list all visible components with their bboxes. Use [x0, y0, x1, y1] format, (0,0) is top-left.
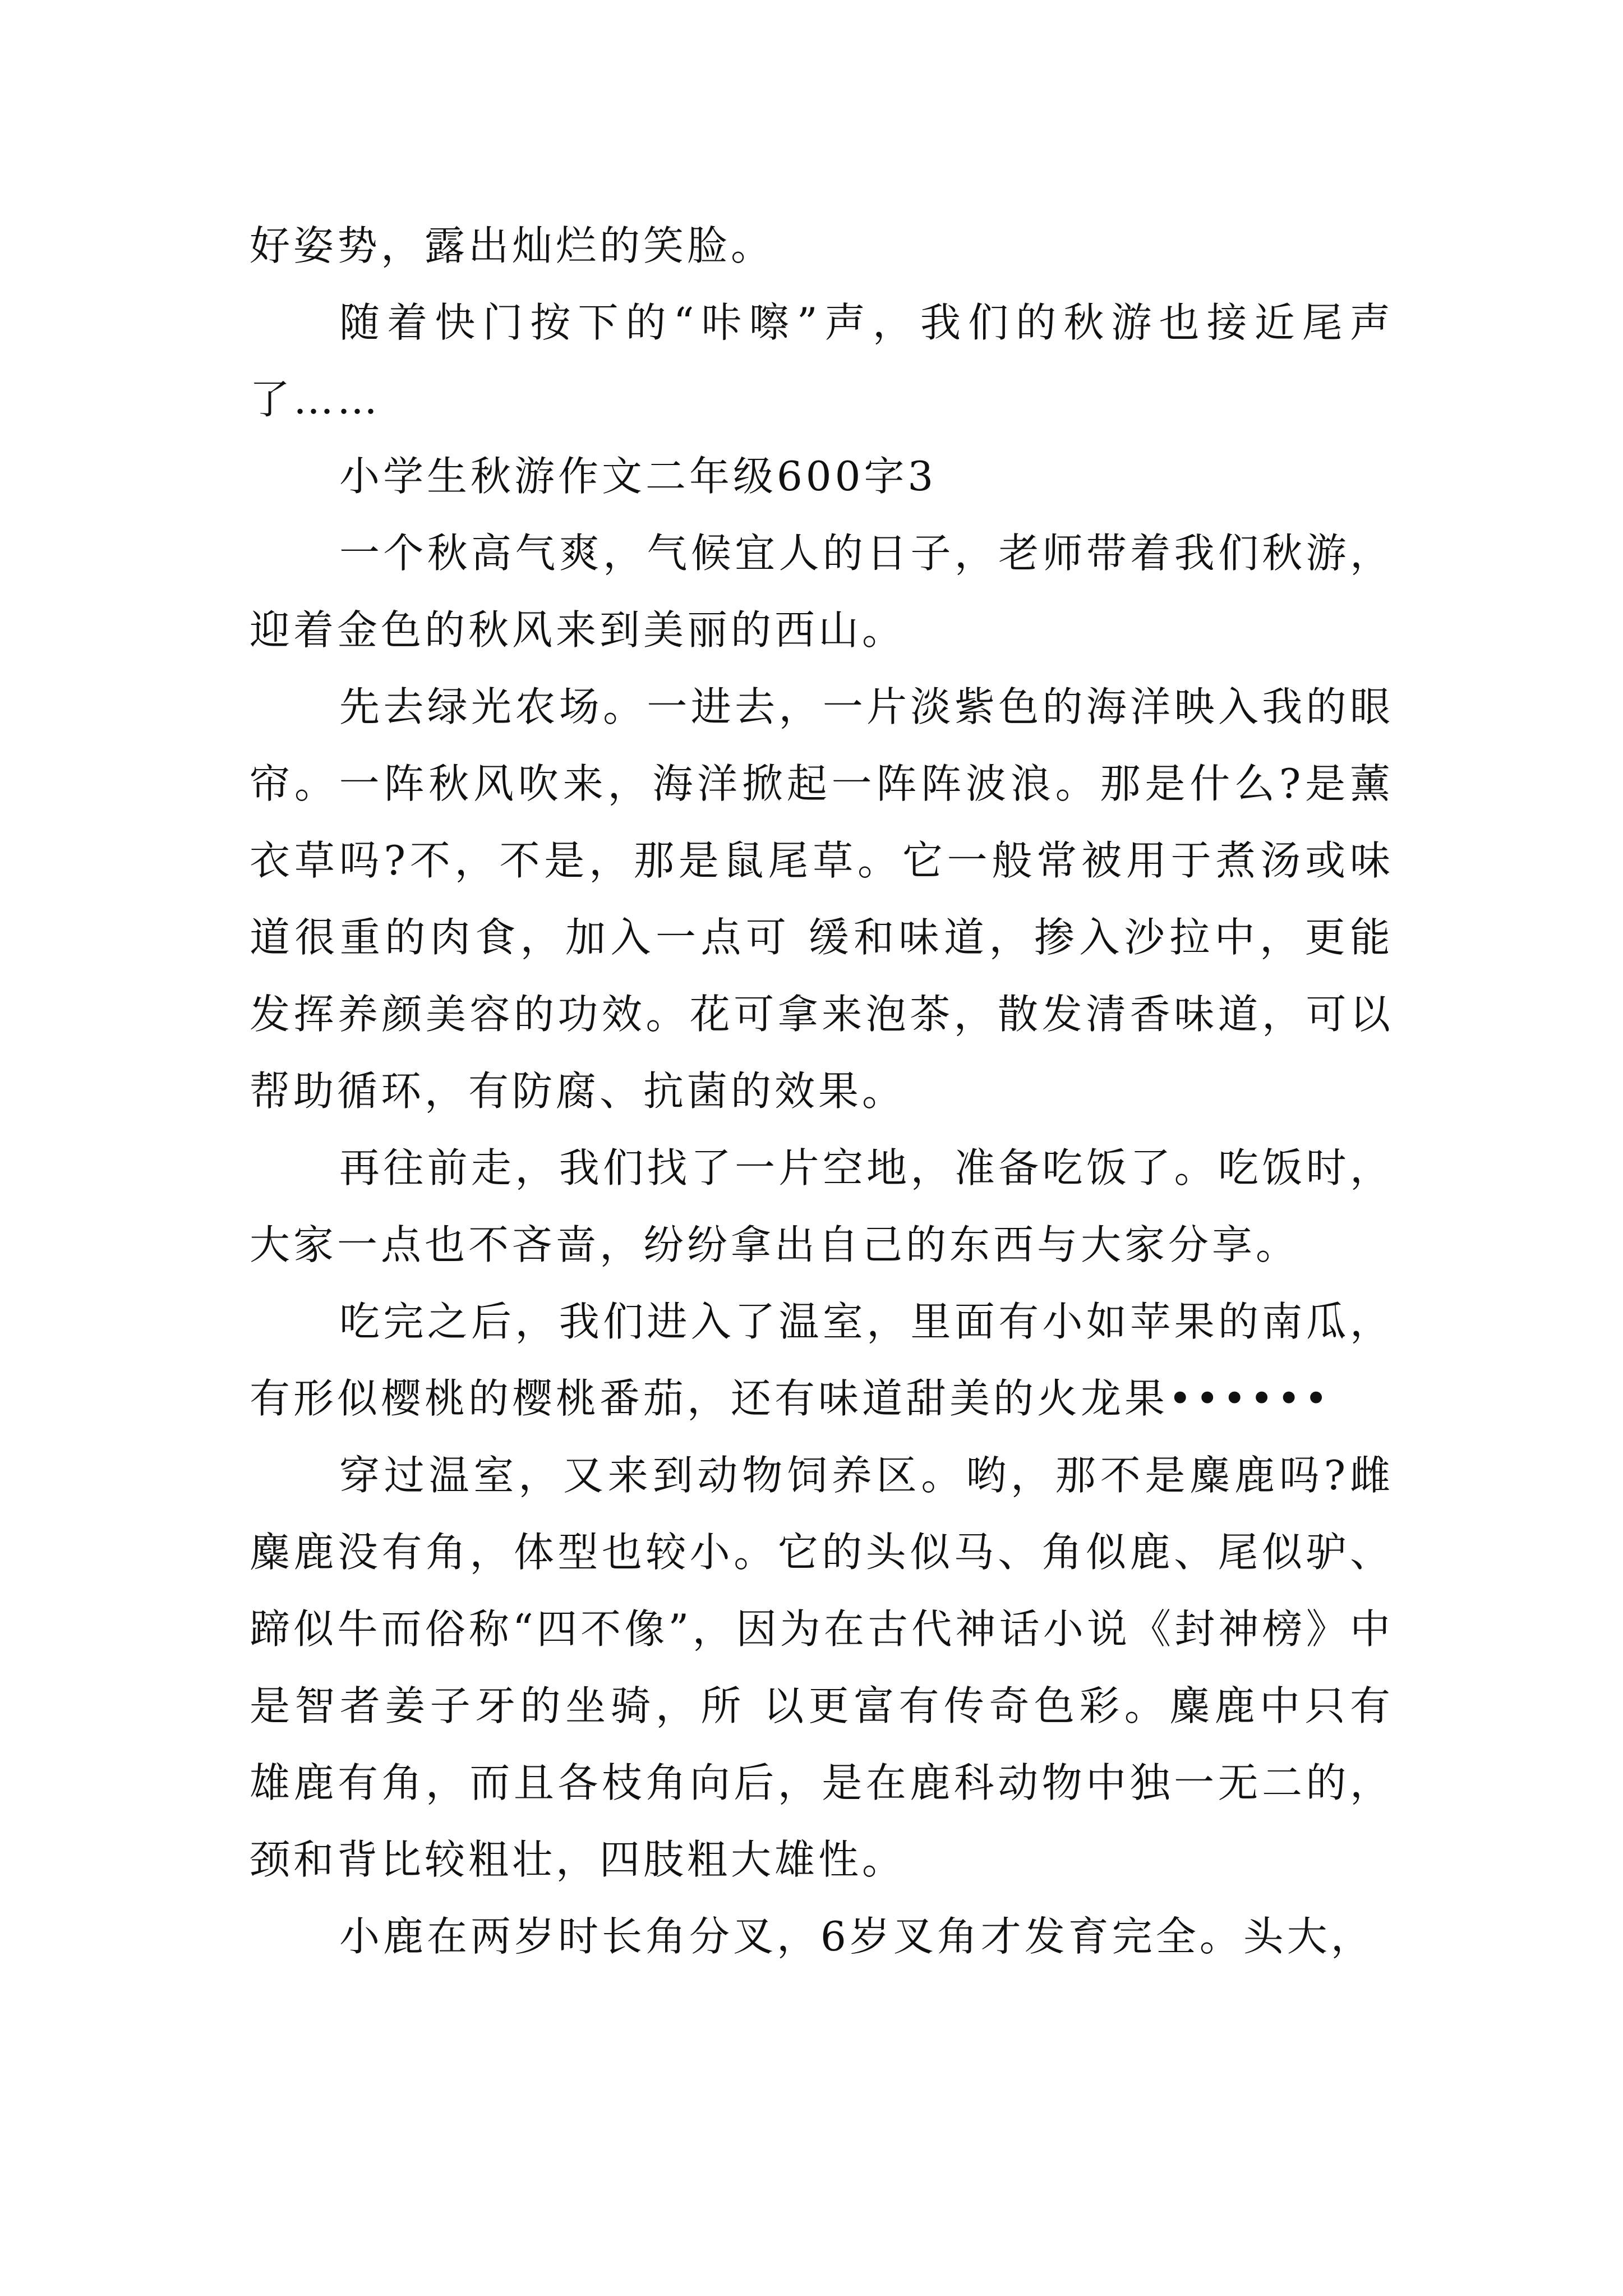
paragraph-2: 随着快门按下的“咔嚓”声，我们的秋游也接近尾声了……	[250, 299, 1394, 423]
paragraph-3: 一个秋高气爽，气候宜人的日子，老师带着我们秋游，迎着金色的秋风来到美丽的西山。	[250, 530, 1394, 654]
paragraph-1: 好姿势，露出灿烂的笑脸。	[250, 222, 775, 269]
paragraph-8: 小鹿在两岁时长角分叉，6岁叉角才发育完全。头大，	[339, 1913, 1375, 1960]
paragraph-6: 吃完之后，我们进入了温室，里面有小如苹果的南瓜，有形似樱桃的樱桃番茄，还有味道甜美的火龙果••••••	[250, 1298, 1394, 1422]
paragraph-5: 再往前走，我们找了一片空地，准备吃饭了。吃饭时，大家一点也不吝啬，纷纷拿出自己的东西与大家分享。	[250, 1144, 1394, 1268]
paragraph-4: 先去绿光农场。一进去，一片淡紫色的海洋映入我的眼帘。一阵秋风吹来，海洋掀起一阵阵波浪。那是什么?是薰衣草吗?不，不是，那是鼠尾草。它一般常被用于煮汤或味道很重的肉食，加入一点可 缓和味道，掺入沙拉中，更能发挥养颜美容的功效。花可拿来泡茶，散发清香味道，可以帮助循环，有防腐、抗菌的效果。	[250, 683, 1394, 1115]
essay-heading: 小学生秋游作文二年级600字3	[339, 453, 937, 500]
paragraph-7: 穿过温室，又来到动物饲养区。哟，那不是麋鹿吗?雌麋鹿没有角，体型也较小。它的头似马、角似鹿、尾似驴、蹄似牛而俗称“四不像”，因为在古代神话小说《封神榜》中是智者姜子牙的坐骑，所 以更富有传奇色彩。麋鹿中只有雄鹿有角，而且各枝角向后，是在鹿科动物中独一无二的，颈和背比较粗壮，四肢粗大雄性。	[250, 1452, 1394, 1883]
document-body	[250, 208, 1394, 1975]
